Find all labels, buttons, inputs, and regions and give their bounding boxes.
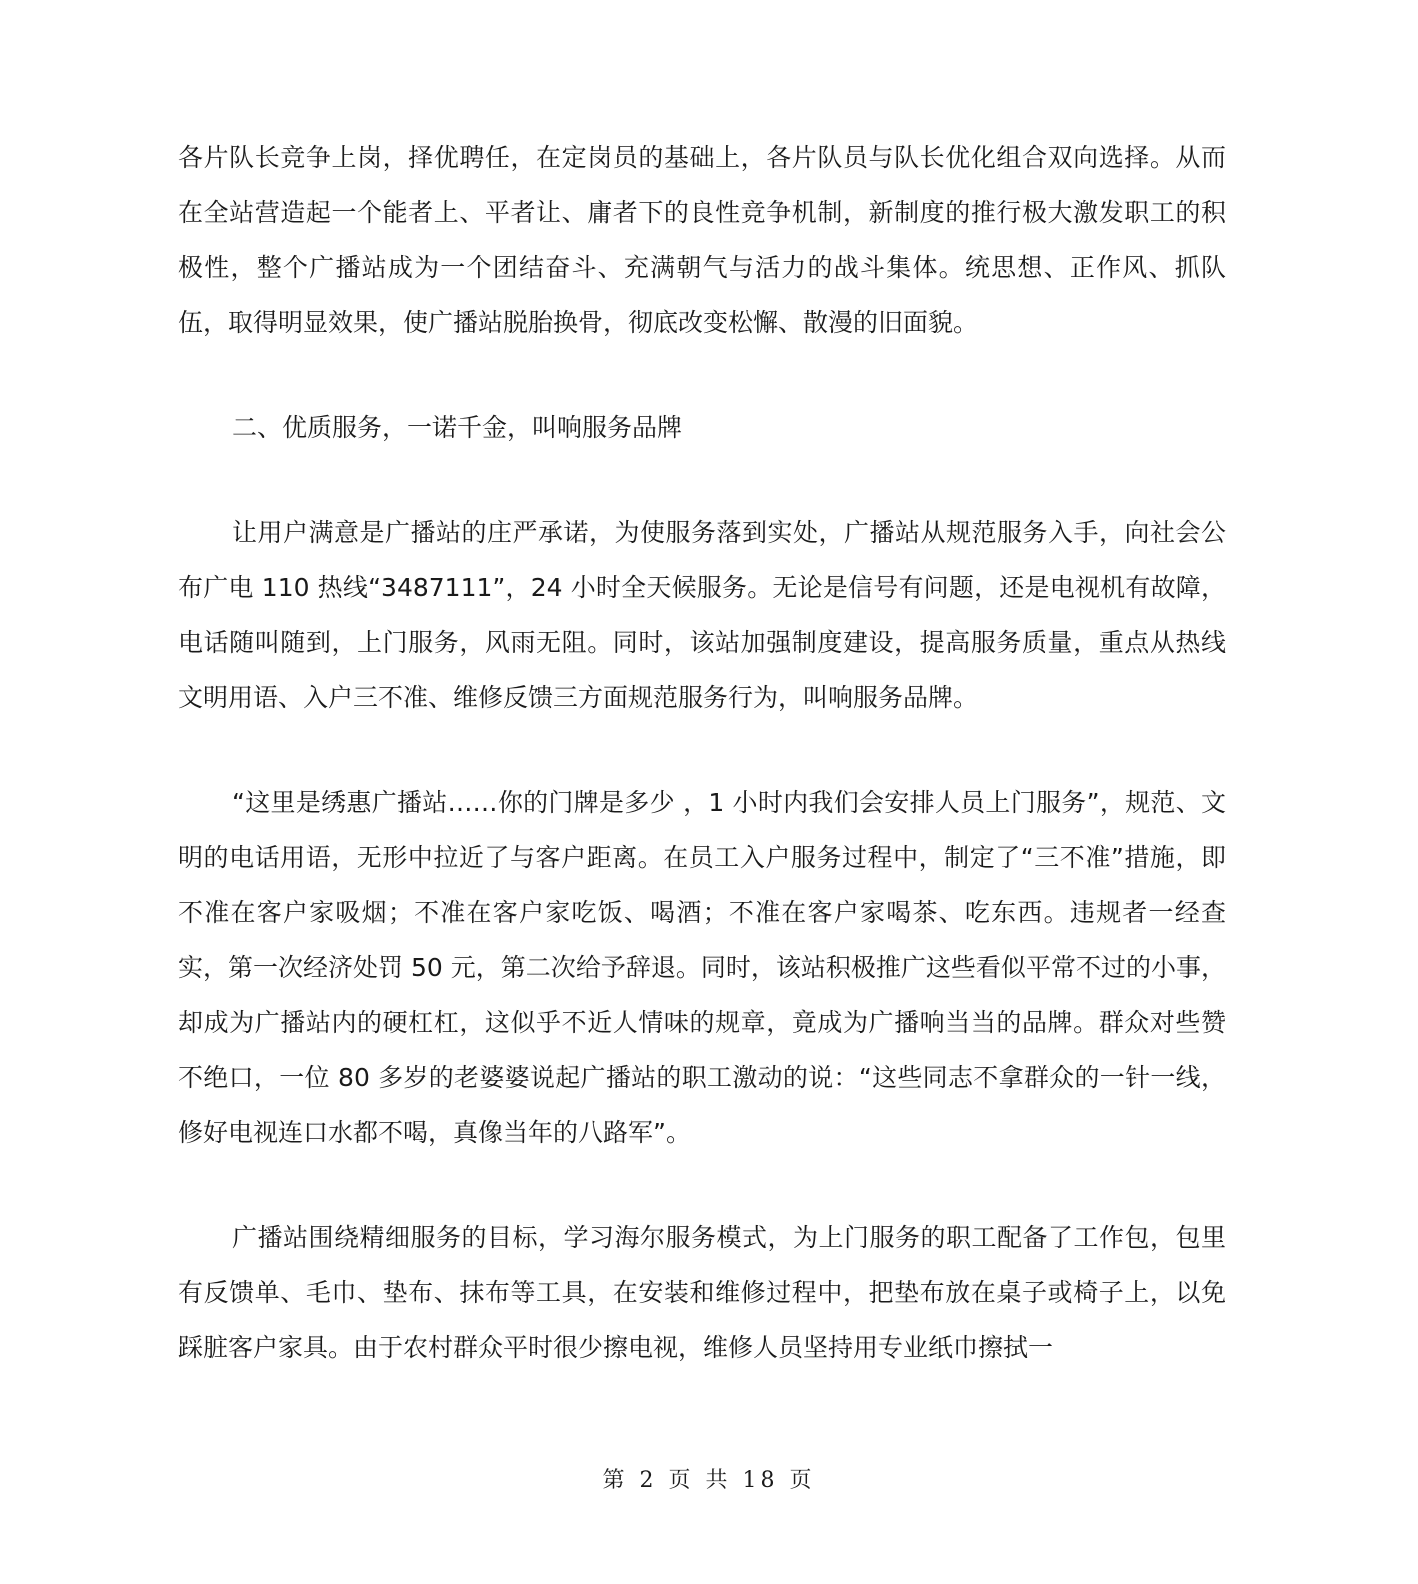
- paragraph-1: 各片队长竞争上岗，择优聘任，在定岗员的基础上，各片队员与队长优化组合双向选择。从而在全站营造起一个能者上、平者让、庸者下的良性竞争机制，新制度的推行极大激发职工的积极性，整个广播站成为一个团结奋斗、充满朝气与活力的战斗集体。统思想、正作风、抓队伍，取得明显效果，使广播站脱胎换骨，彻底改变松懈、散漫的旧面貌。: [178, 143, 1226, 337]
- page-footer: 第 2 页 共 18 页: [602, 1468, 816, 1493]
- paragraph-2: 让用户满意是广播站的庄严承诺，为使服务落到实处，广播站从规范服务入手，向社会公布广电 110 热线“3487111”，24 小时全天候服务。无论是信号有问题，还是电视机有故障，电话随叫随到，上门服务，风雨无阻。同时，该站加强制度建设，提高服务质量，重点从热线文明用语、入户三不准、维修反馈三方面规范服务行为，叫响服务品牌。: [178, 518, 1226, 712]
- paragraph-gap: [178, 350, 1226, 400]
- paragraph-gap: [178, 1160, 1226, 1210]
- section-heading: 二、优质服务，一诺千金，叫响服务品牌: [232, 413, 683, 442]
- paragraph-3: “这里是绣惠广播站……你的门牌是多少 ，1 小时内我们会安排人员上门服务”，规范、文明的电话用语，无形中拉近了与客户距离。在员工入户服务过程中，制定了“三不准”措施，即不准在客户家吸烟；不准在客户家吃饭、喝酒；不准在客户家喝茶、吃东西。违规者一经查实，第一次经济处罚 50 元，第二次给予辞退。同时，该站积极推广这些看似平常不过的小事，却成为广播站内的硬杠杠，这似乎不近人情味的规章，竟成为广播响当当的品牌。群众对些赞不绝口，一位 80 多岁的老婆婆说起广播站的职工激动的说：“这些同志不拿群众的一针一线，修好电视连口水都不喝，真像当年的八路军”。: [178, 788, 1226, 1147]
- paragraph-4: 广播站围绕精细服务的目标，学习海尔服务模式，为上门服务的职工配备了工作包，包里有反馈单、毛巾、垫布、抹布等工具，在安装和维修过程中，把垫布放在桌子或椅子上，以免踩脏客户家具。由于农村群众平时很少擦电视，维修人员坚持用专业纸巾擦拭一: [178, 1223, 1226, 1362]
- document-body: [178, 130, 1226, 1375]
- paragraph-gap: [178, 725, 1226, 775]
- paragraph-gap: [178, 455, 1226, 505]
